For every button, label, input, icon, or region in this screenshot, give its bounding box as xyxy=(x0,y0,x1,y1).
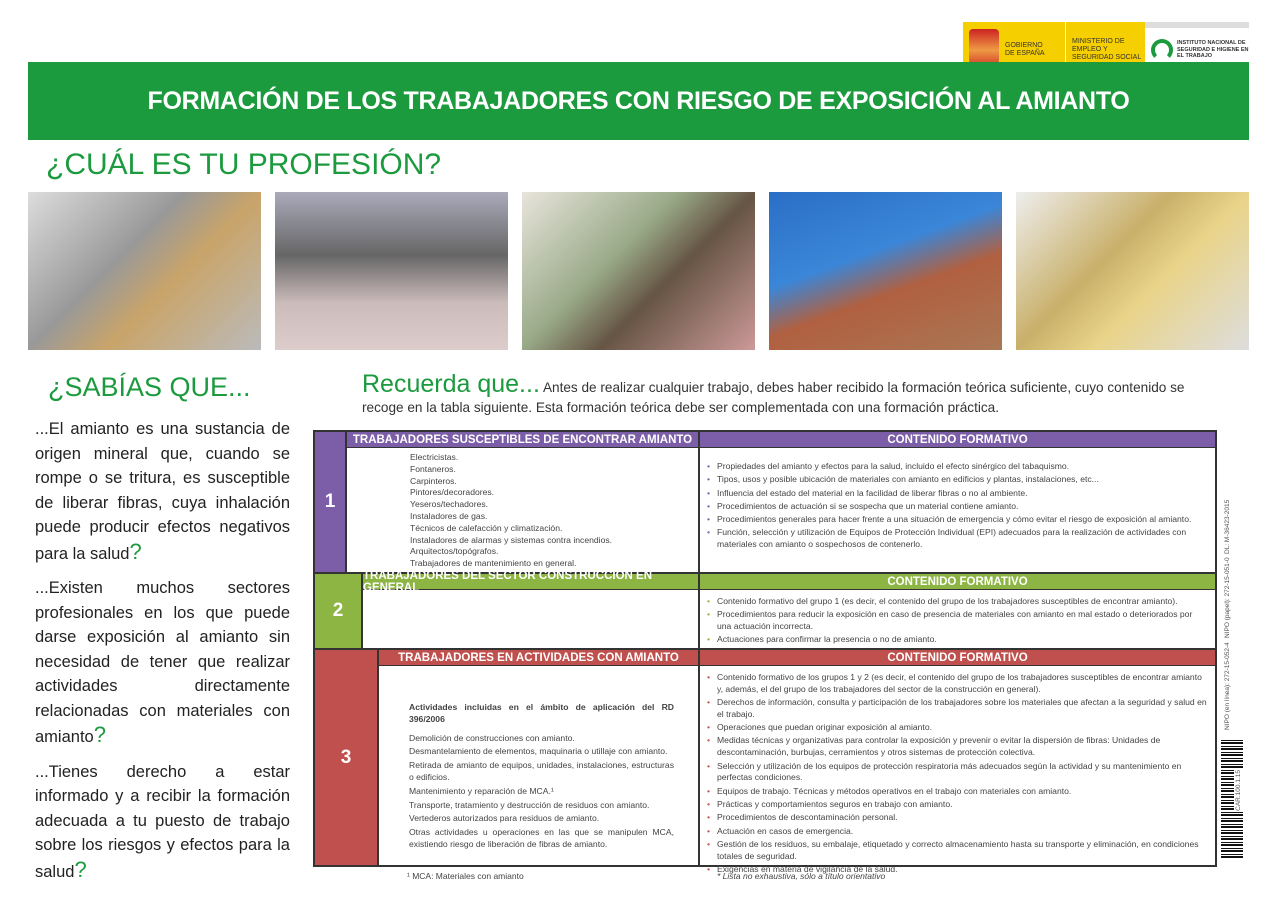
recuerda-section xyxy=(362,370,1222,418)
roofer-photo xyxy=(769,192,1002,350)
content-header: CONTENIDO FORMATIVO xyxy=(700,432,1215,448)
content-item: • Actuaciones para confirmar la presencia o no de amianto. xyxy=(707,634,1207,646)
group-number: 1 xyxy=(315,432,347,572)
content-item: • Gestión de los residuos, su embalaje, etiquetado y correcto almacenamiento hasta su transporte y eliminación, en condiciones totales de seguridad. xyxy=(707,839,1207,863)
content-item: • Prácticas y comportamientos seguros en trabajo con amianto. xyxy=(707,799,1207,811)
group-number: 2 xyxy=(315,574,363,648)
column-divider xyxy=(698,574,700,648)
group-header: TRABAJADORES SUSCEPTIBLES DE ENCONTRAR AMIANTO xyxy=(347,432,698,448)
content-item: • Operaciones que puedan originar exposición al amianto. xyxy=(707,722,1207,734)
content-item: • Contenido formativo de los grupos 1 y 2 (es decir, el contenido del grupo de los trabajadores susceptibles de encontrar amianto y, además, el del grupo de los trabajadores del sector de la construcción en general). xyxy=(707,672,1207,696)
fact-paragraph: ...Tienes derecho a estar informado y a recibir la formación adecuada a tu puesto de trabajo sobre los riesgos y efectos para la salud? xyxy=(35,762,290,882)
content-item: • Propiedades del amianto y efectos para la salud, incluido el efecto sinérgico del tabaquismo. xyxy=(707,461,1207,473)
profession-heading: ¿CUÁL ES TU PROFESIÓN? xyxy=(46,148,442,181)
content-item: • Influencia del estado del material en la facilidad de liberar fibras o no al ambiente. xyxy=(707,488,1207,500)
worker-item: Trabajadores de mantenimiento en general. xyxy=(410,558,577,569)
content-item: • Procedimientos generales para hacer frente a una situación de emergencia y cómo evitar el riesgo de exposición al amianto. xyxy=(707,514,1207,526)
product-code: CAR.100.1.15 xyxy=(1235,770,1242,811)
content-item: • Actuación en casos de emergencia. xyxy=(707,826,1207,838)
group-number: 3 xyxy=(315,650,379,865)
activities-list xyxy=(409,702,674,851)
worker-item: Pintores/decoradores. xyxy=(410,487,495,498)
legal-deposit: DL: M-36423-2015 xyxy=(1224,500,1231,555)
activity-item: Mantenimiento y reparación de MCA.¹ xyxy=(409,785,554,796)
content-list xyxy=(707,596,1207,648)
content-list xyxy=(707,672,1207,877)
recuerda-heading: Recuerda que... xyxy=(362,370,540,398)
insht-logo: INSTITUTO NACIONAL DE SEGURIDAD E HIGIENE EN EL TRABAJO xyxy=(1145,22,1249,78)
content-item: • Selección y utilización de los equipos de protección respiratoria más adecuados según la actividad y su mantenimiento en perfectas condiciones. xyxy=(707,761,1207,785)
fact-paragraph: ...El amianto es una sustancia de origen mineral que, cuando se rompe o se tritura, es susceptible de liberar fibras, cuya inhalación puede producir efectos negativos para la salud? xyxy=(35,420,290,564)
content-item: • Exigencias en materia de vigilancia de la salud. xyxy=(707,864,1207,876)
worker-item: Yeseros/techadores. xyxy=(410,499,489,510)
group-3-row xyxy=(313,648,1217,874)
content-item: • Tipos, usos y posible ubicación de materiales con amianto en edificios y plantas, instalaciones, etc... xyxy=(707,474,1207,486)
worker-item: Técnicos de calefacción y climatización. xyxy=(410,522,563,533)
content-item: • Contenido formativo del grupo 1 (es decir, el contenido del grupo de los trabajadores susceptibles de encontrar amianto). xyxy=(707,596,1207,608)
content-list xyxy=(707,461,1207,553)
column-divider xyxy=(698,432,700,572)
recuerda-text: Antes de realizar cualquier trabajo, debes haber recibido la formación teórica suficiente, cuyo contenido se recoge en la tabla siguiente. Esta formación teórica debe ser complementada con una formación práctica. xyxy=(362,380,1185,415)
group-2-row xyxy=(313,569,1217,650)
column-divider xyxy=(698,650,700,865)
insht-icon xyxy=(1151,39,1173,61)
content-header: CONTENIDO FORMATIVO xyxy=(700,574,1215,590)
group-header: TRABAJADORES EN ACTIVIDADES CON AMIANTO xyxy=(379,650,698,666)
worker-item: Fontaneros. xyxy=(410,463,456,474)
worker-item: Electricistas. xyxy=(410,452,459,462)
activity-item: Desmantelamiento de elementos, maquinaria o utillaje con amianto. xyxy=(409,746,668,757)
activity-item: Transporte, tratamiento y destrucción de residuos con amianto. xyxy=(409,799,650,810)
activity-item: Otras actividades u operaciones en las que se manipulen MCA, existiendo riesgo de liberación de fibras de amianto. xyxy=(409,827,674,849)
content-item: • Función, selección y utilización de Equipos de Protección Individual (EPI) adecuados para la realización de actividades con materiales con amianto o sospechosos de contenerlo. xyxy=(707,527,1207,551)
content-item: • Medidas técnicas y organizativas para controlar la exposición y prevenir o evitar la dispersión de fibras: Unidades de descontaminación, burbujas, cerramientos y otros sistemas de protección colectiva. xyxy=(707,735,1207,759)
gas-installer-photo xyxy=(522,192,755,350)
nipo-paper: NIPO (papel): 272-15-051-0 xyxy=(1224,557,1231,639)
content-item: • Procedimientos de actuación si se sospecha que un material contiene amianto. xyxy=(707,501,1207,513)
content-item: • Procedimientos de descontaminación personal. xyxy=(707,812,1207,824)
worker-item: Instaladores de alarmas y sistemas contra incendios. xyxy=(410,534,613,545)
legal-info xyxy=(1224,500,1231,730)
sabias-section xyxy=(35,372,290,894)
footnote-mca: ¹ MCA: Materiales con amianto xyxy=(407,871,524,881)
activity-item: Vertederos autorizados para residuos de amianto. xyxy=(409,813,600,824)
activities-subheading: Actividades incluidas en el ámbito de aplicación del RD 396/2006 xyxy=(409,702,674,724)
content-item: • Procedimientos para reducir la exposición en caso de presencia de materiales con amianto en mal estado o deteriorados por una actuación incorrecta. xyxy=(707,609,1207,633)
fact-paragraph: ...Existen muchos sectores profesionales en los que puede darse exposición al amianto sin necesidad de tener que realizar actividades directamente relacionadas con materiales con amianto? xyxy=(35,579,290,747)
activity-item: Retirada de amianto de equipos, unidades, instalaciones, estructuras o edificios. xyxy=(409,760,674,782)
page-title: FORMACIÓN DE LOS TRABAJADORES CON RIESGO DE EXPOSICIÓN AL AMIANTO xyxy=(28,62,1249,140)
gobierno-logo: GOBIERNO DE ESPAÑA xyxy=(963,22,1065,78)
painter-photo xyxy=(1016,192,1249,350)
footnote-lista: * Lista no exhaustiva, sólo a título orientativo xyxy=(717,871,886,881)
activity-item: Demolición de construcciones con amianto. xyxy=(409,732,575,743)
worker-item: Instaladores de gas. xyxy=(410,510,488,521)
demolition-photo xyxy=(275,192,508,350)
plumber-photo xyxy=(28,192,261,350)
group-header: TRABAJADORES DEL SECTOR CONSTRUCCIÓN EN GENERAL xyxy=(363,574,698,590)
ministerio-logo: MINISTERIO DE EMPLEO Y SEGURIDAD SOCIAL xyxy=(1065,22,1145,78)
content-item: • Equipos de trabajo. Técnicas y métodos operativos en el trabajo con materiales con amianto. xyxy=(707,786,1207,798)
group-1-row xyxy=(313,430,1217,574)
sabias-heading: ¿SABÍAS QUE... xyxy=(48,372,251,402)
workers-list xyxy=(410,452,695,570)
nipo-online: NIPO (en línea): 272-15-052-4 xyxy=(1224,642,1231,730)
content-item: • Derechos de información, consulta y participación de los trabajadores sobre los materiales que afectan a la seguridad y salud en el trabajo. xyxy=(707,697,1207,721)
worker-item: Arquitectos/topógrafos. xyxy=(410,546,499,557)
worker-item: Carpinteros. xyxy=(410,475,457,486)
content-header: CONTENIDO FORMATIVO xyxy=(700,650,1215,666)
